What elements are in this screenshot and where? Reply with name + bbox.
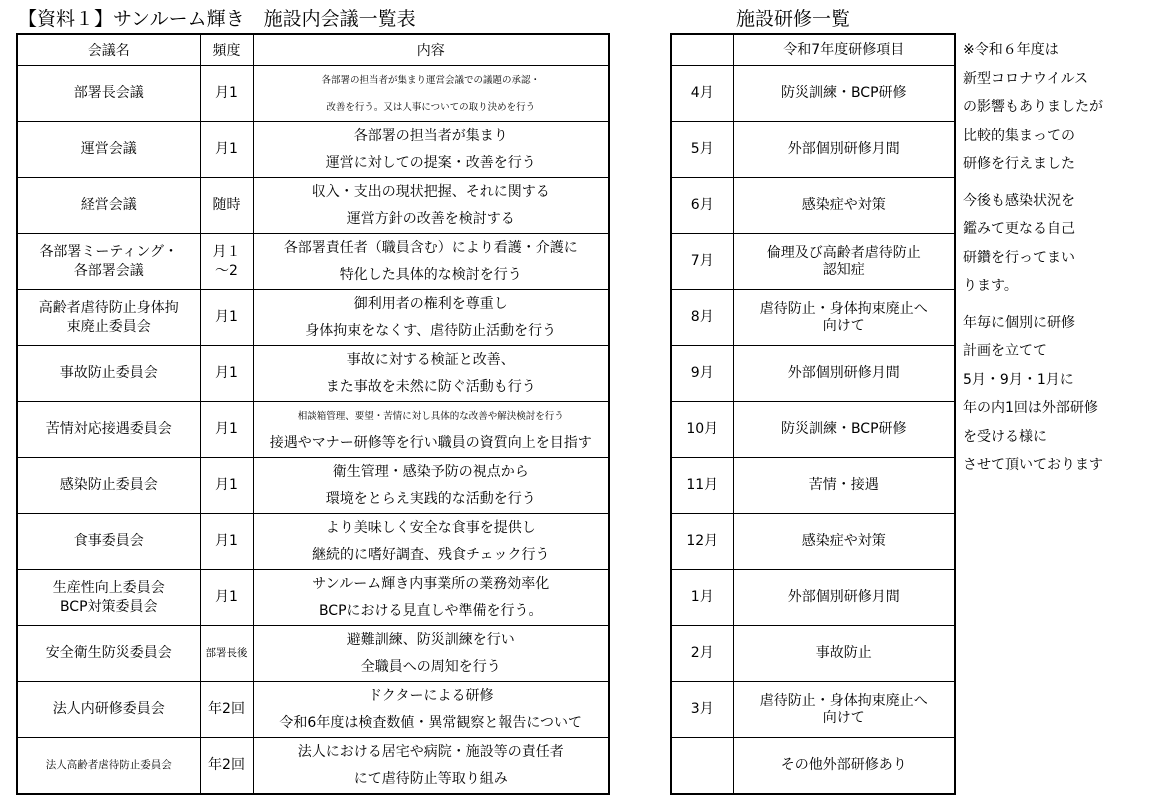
note-paragraph bbox=[963, 187, 1103, 301]
meeting-content bbox=[253, 290, 609, 346]
meeting-content-line: より美味しく安全な食事を提供し bbox=[325, 519, 536, 536]
training-row bbox=[671, 570, 955, 626]
meeting-name: 部署長会議 bbox=[17, 66, 200, 122]
meeting-content-line: 収入・支出の現状把握、それに関する bbox=[311, 183, 550, 200]
meeting-content-line: サンルーム輝き内事業所の業務効率化 bbox=[312, 575, 550, 592]
header-month bbox=[671, 34, 733, 66]
meeting-content bbox=[253, 570, 609, 626]
meeting-frequency: 月1 bbox=[200, 290, 253, 346]
meeting-row bbox=[17, 570, 609, 626]
meeting-content-line: 避難訓練、防災訓練を行い bbox=[346, 631, 515, 648]
meeting-row bbox=[17, 514, 609, 570]
meeting-row bbox=[17, 402, 609, 458]
training-month: 5月 bbox=[671, 122, 733, 178]
side-notes bbox=[963, 36, 1103, 488]
training-row bbox=[671, 290, 955, 346]
meeting-content-line: 改善を行う。又は人事についての取り決めを行う bbox=[326, 101, 536, 113]
meeting-content bbox=[253, 178, 609, 234]
meeting-name: 安全衛生防災委員会 bbox=[17, 626, 200, 682]
training-month: 7月 bbox=[671, 234, 733, 290]
meeting-content-line: BCPにおける見直しや準備を行う。 bbox=[318, 602, 543, 619]
training-item: 防災訓練・BCP研修 bbox=[733, 402, 955, 458]
meeting-name: 経営会議 bbox=[17, 178, 200, 234]
training-item: 虐待防止・身体拘束廃止へ 向けて bbox=[733, 290, 955, 346]
meeting-table bbox=[16, 33, 610, 795]
training-item: 倫理及び高齢者虐待防止 認知症 bbox=[733, 234, 955, 290]
meeting-frequency: 月１ ～2 bbox=[200, 234, 253, 290]
note-line: 計画を立てて bbox=[963, 343, 1047, 359]
meeting-name: 食事委員会 bbox=[17, 514, 200, 570]
meeting-row bbox=[17, 66, 609, 122]
note-line: 年毎に個別に研修 bbox=[963, 314, 1075, 331]
meeting-row bbox=[17, 682, 609, 738]
meeting-content-line: 各部署責任者（職員含む）により看護・介護に bbox=[283, 239, 578, 256]
meeting-name: 各部署ミーティング・ 各部署会議 bbox=[17, 234, 200, 290]
meeting-content bbox=[253, 346, 609, 402]
meeting-name: 生産性向上委員会 BCP対策委員会 bbox=[17, 570, 200, 626]
meeting-row bbox=[17, 178, 609, 234]
meeting-name: 苦情対応接遇委員会 bbox=[17, 402, 200, 458]
note-line: させて頂いております bbox=[963, 457, 1103, 473]
meeting-row bbox=[17, 290, 609, 346]
meeting-content-line: 接遇やマナー研修等を行い職員の資質向上を目指す bbox=[269, 434, 592, 451]
meeting-content-line: ドクターによる研修 bbox=[368, 687, 494, 704]
meeting-row bbox=[17, 234, 609, 290]
meeting-row bbox=[17, 626, 609, 682]
note-paragraph bbox=[963, 309, 1103, 480]
meeting-content-line: 令和6年度は検査数値・異常観察と報告について bbox=[279, 714, 583, 731]
meeting-content-line: 運営方針の改善を検討する bbox=[346, 210, 515, 227]
meeting-row bbox=[17, 738, 609, 795]
meeting-content bbox=[253, 66, 609, 122]
note-line: 研鑽を行ってまい bbox=[963, 249, 1075, 266]
meeting-content-line: 各部署の担当者が集まり運営会議での議題の承認・ bbox=[321, 74, 540, 86]
meeting-name: 法人内研修委員会 bbox=[17, 682, 200, 738]
training-row bbox=[671, 682, 955, 738]
meeting-content-line: 継続的に嗜好調査、残食チェック行う bbox=[311, 546, 550, 563]
meeting-row bbox=[17, 122, 609, 178]
training-row bbox=[671, 458, 955, 514]
meeting-content-line: また事故を未然に防ぐ活動も行う bbox=[325, 378, 536, 395]
note-line: 新型コロナウイルス bbox=[963, 70, 1089, 87]
meeting-content-line: 身体拘束をなくす、虐待防止活動を行う bbox=[305, 322, 557, 339]
note-line: ります。 bbox=[963, 278, 1018, 294]
training-item: 苦情・接遇 bbox=[733, 458, 955, 514]
training-item: その他外部研修あり bbox=[733, 738, 955, 795]
training-table bbox=[670, 33, 956, 795]
training-month: 9月 bbox=[671, 346, 733, 402]
training-month: 1月 bbox=[671, 570, 733, 626]
training-month: 4月 bbox=[671, 66, 733, 122]
meeting-content-line: 各部署の担当者が集まり bbox=[353, 127, 508, 144]
meeting-name: 運営会議 bbox=[17, 122, 200, 178]
note-line: 年の内1回は外部研修 bbox=[963, 400, 1098, 416]
training-row bbox=[671, 178, 955, 234]
training-item: 外部個別研修月間 bbox=[733, 346, 955, 402]
meeting-frequency: 月1 bbox=[200, 66, 253, 122]
meeting-content-line: 環境をとらえ実践的な活動を行う bbox=[325, 490, 536, 507]
training-list-title: 施設研修一覧 bbox=[736, 8, 851, 30]
training-item: 感染症や対策 bbox=[733, 178, 955, 234]
meeting-content bbox=[253, 626, 609, 682]
training-item: 防災訓練・BCP研修 bbox=[733, 66, 955, 122]
training-row bbox=[671, 738, 955, 795]
meeting-name: 法人高齢者虐待防止委員会 bbox=[17, 738, 200, 795]
training-table-header bbox=[671, 34, 955, 66]
training-month: 11月 bbox=[671, 458, 733, 514]
meeting-frequency: 月1 bbox=[200, 570, 253, 626]
note-line: 今後も感染状況を bbox=[963, 192, 1075, 209]
note-line: 研修を行えました bbox=[963, 156, 1075, 172]
training-item: 事故防止 bbox=[733, 626, 955, 682]
training-item: 外部個別研修月間 bbox=[733, 122, 955, 178]
meeting-content-line: 衛生管理・感染予防の視点から bbox=[332, 463, 529, 480]
training-row bbox=[671, 66, 955, 122]
meeting-content bbox=[253, 738, 609, 795]
training-month: 10月 bbox=[671, 402, 733, 458]
meeting-name: 事故防止委員会 bbox=[17, 346, 200, 402]
meeting-content bbox=[253, 682, 609, 738]
meeting-frequency: 部署長後 bbox=[200, 626, 253, 682]
header-frequency: 頻度 bbox=[200, 34, 253, 66]
training-month: 8月 bbox=[671, 290, 733, 346]
training-month: 3月 bbox=[671, 682, 733, 738]
meeting-content-line: 御利用者の権利を尊重し bbox=[353, 295, 508, 312]
meeting-frequency: 月1 bbox=[200, 122, 253, 178]
meeting-table-header bbox=[17, 34, 609, 66]
meeting-frequency: 月1 bbox=[200, 402, 253, 458]
note-line: 鑑みて更なる自己 bbox=[963, 221, 1075, 237]
header-content: 内容 bbox=[253, 34, 609, 66]
training-row bbox=[671, 122, 955, 178]
training-row bbox=[671, 234, 955, 290]
meeting-content bbox=[253, 402, 609, 458]
meeting-row bbox=[17, 458, 609, 514]
meeting-content bbox=[253, 122, 609, 178]
meeting-content-line: 法人における居宅や病院・施設等の責任者 bbox=[297, 743, 564, 760]
meeting-content-line: 特化した具体的な検討を行う bbox=[339, 266, 522, 283]
meeting-frequency: 月1 bbox=[200, 346, 253, 402]
training-month: 12月 bbox=[671, 514, 733, 570]
meeting-frequency: 随時 bbox=[200, 178, 253, 234]
note-line: 5月・9月・1月に bbox=[963, 371, 1074, 388]
header-training-item: 令和7年度研修項目 bbox=[733, 34, 955, 66]
meeting-frequency: 年2回 bbox=[200, 682, 253, 738]
note-paragraph bbox=[963, 36, 1103, 179]
training-item: 虐待防止・身体拘束廃止へ 向けて bbox=[733, 682, 955, 738]
training-item: 外部個別研修月間 bbox=[733, 570, 955, 626]
training-item: 感染症や対策 bbox=[733, 514, 955, 570]
note-line: を受ける様に bbox=[963, 428, 1047, 445]
meeting-frequency: 月1 bbox=[200, 458, 253, 514]
note-line: ※令和６年度は bbox=[963, 42, 1059, 58]
note-line: の影響もありましたが bbox=[963, 99, 1103, 115]
meeting-name: 高齢者虐待防止身体拘 束廃止委員会 bbox=[17, 290, 200, 346]
training-row bbox=[671, 626, 955, 682]
meeting-list-title: 【資料１】サンルーム輝き 施設内会議一覧表 bbox=[18, 8, 416, 30]
meeting-content-line: 相談箱管理、要望・苦情に対し具体的な改善や解決検討を行う bbox=[297, 410, 564, 422]
meeting-content bbox=[253, 458, 609, 514]
meeting-frequency: 月1 bbox=[200, 514, 253, 570]
meeting-content-line: にて虐待防止等取り組み bbox=[353, 770, 508, 787]
training-month: 6月 bbox=[671, 178, 733, 234]
meeting-content bbox=[253, 514, 609, 570]
meeting-content-line: 運営に対しての提案・改善を行う bbox=[325, 154, 536, 171]
training-row bbox=[671, 514, 955, 570]
training-row bbox=[671, 402, 955, 458]
meeting-name: 感染防止委員会 bbox=[17, 458, 200, 514]
meeting-frequency: 年2回 bbox=[200, 738, 253, 795]
training-month bbox=[671, 738, 733, 795]
training-row bbox=[671, 346, 955, 402]
training-month: 2月 bbox=[671, 626, 733, 682]
meeting-row bbox=[17, 346, 609, 402]
header-name: 会議名 bbox=[17, 34, 200, 66]
meeting-content-line: 全職員への周知を行う bbox=[360, 658, 501, 675]
note-line: 比較的集まっての bbox=[963, 127, 1075, 144]
meeting-content-line: 事故に対する検証と改善、 bbox=[346, 351, 515, 368]
meeting-content bbox=[253, 234, 609, 290]
